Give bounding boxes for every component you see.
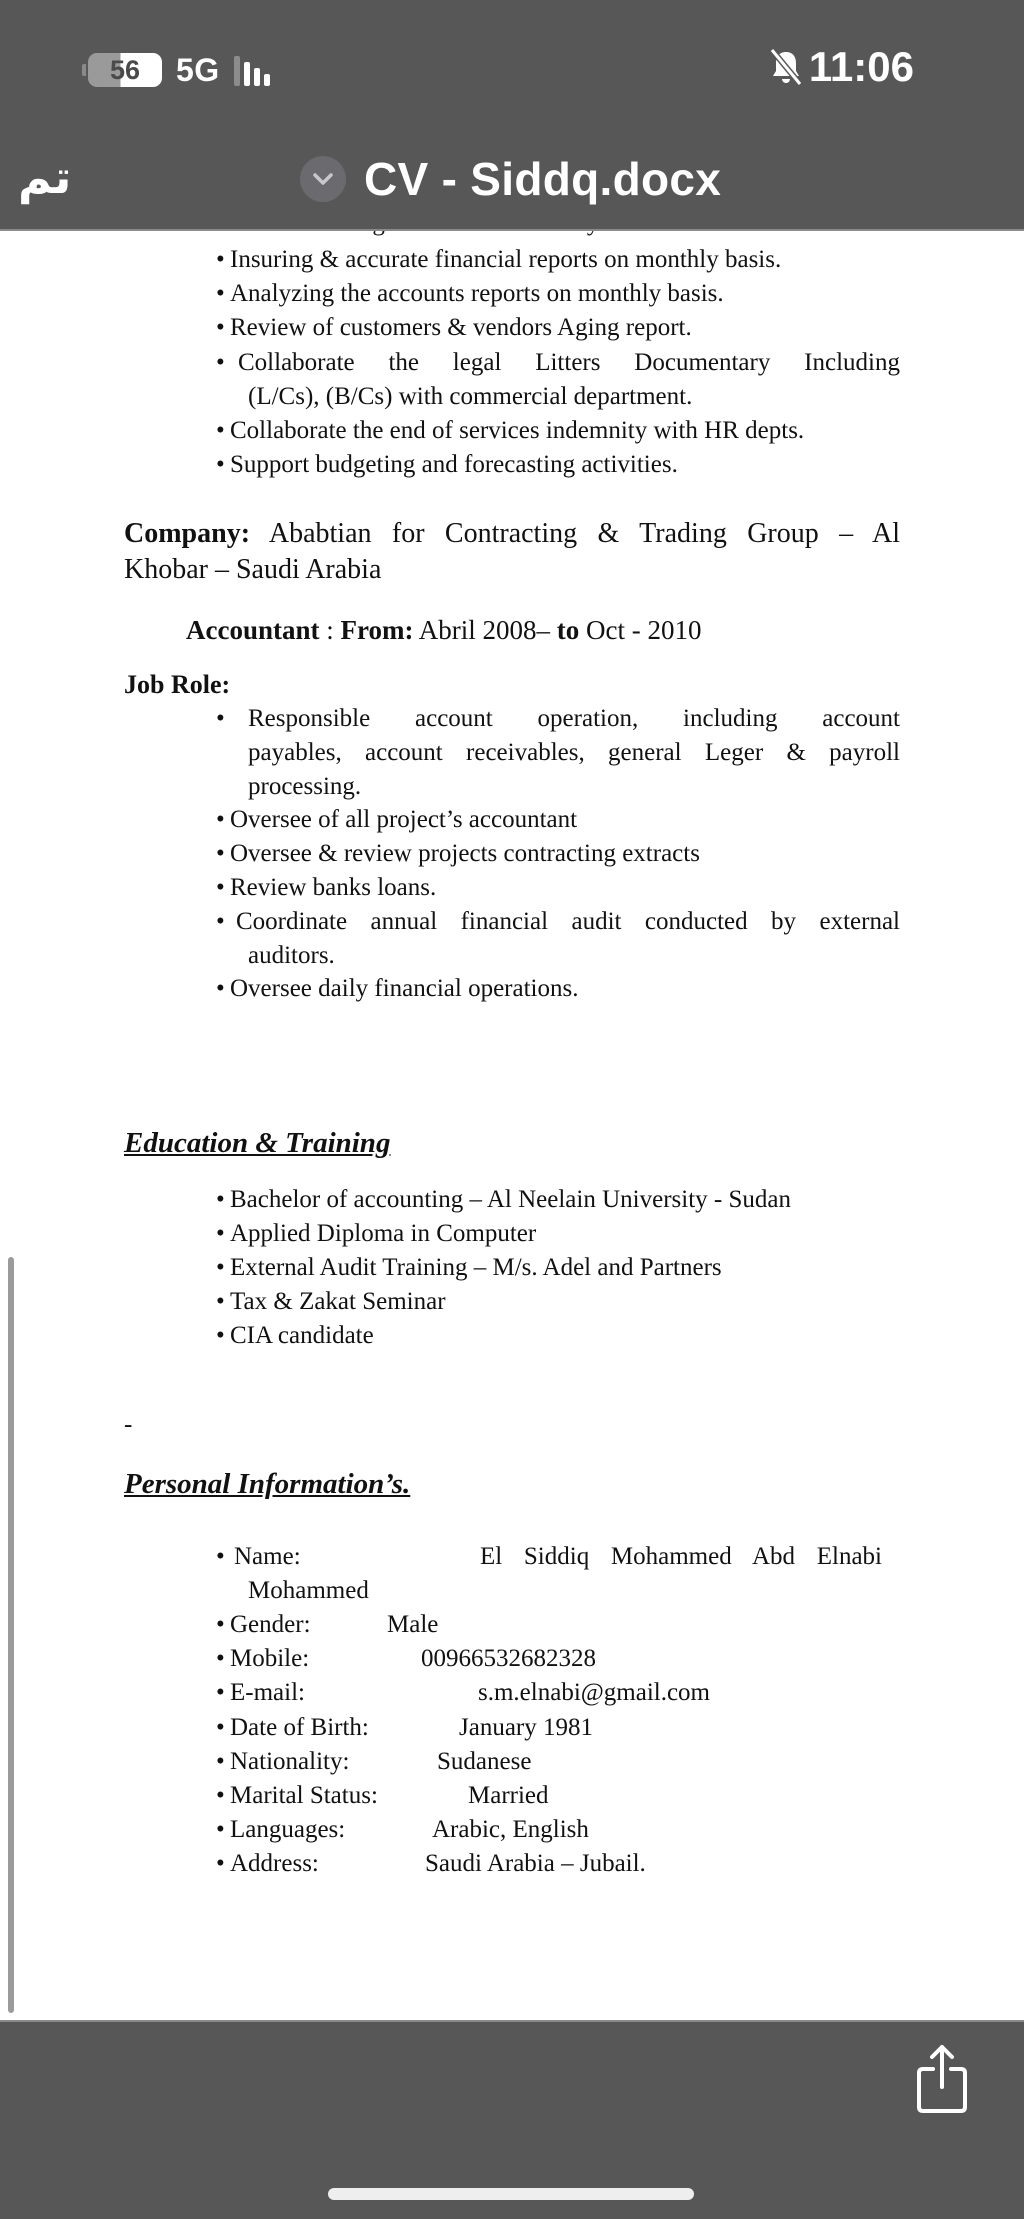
personal-field-marital-status: • Marital Status: — [216, 1782, 378, 1809]
field-label: E-mail: — [230, 1679, 305, 1706]
home-indicator[interactable] — [328, 2188, 694, 2200]
field-label: Languages: — [230, 1816, 346, 1843]
position-title: Accountant — [186, 615, 320, 645]
field-value: El Siddiq Mohammed Abd Elnabi — [480, 1543, 882, 1570]
field-label: Gender: — [230, 1611, 311, 1638]
battery-percent: 56 — [109, 54, 141, 85]
field-value: Male — [387, 1611, 439, 1638]
bullet-item: • Collaborate the legal Litters Documentary Including — [216, 349, 900, 376]
education-item: • Tax & Zakat Seminar — [216, 1288, 446, 1315]
field-value-continuation: Mohammed — [248, 1577, 369, 1604]
company-location: Khobar – Saudi Arabia — [124, 554, 382, 585]
education-item: • Bachelor of accounting – Al Neelain University - Sudan — [216, 1186, 791, 1213]
position-line — [186, 613, 702, 647]
personal-field-dob: • Date of Birth: — [216, 1714, 369, 1741]
personal-info-heading: Personal Information’s. — [124, 1468, 411, 1500]
field-value: Sudanese — [437, 1748, 532, 1775]
education-item: • CIA candidate — [216, 1322, 374, 1349]
personal-field-email: • E-mail: — [216, 1679, 305, 1706]
done-button[interactable]: تم — [18, 150, 72, 204]
bullet-item-continuation: auditors. — [248, 942, 335, 969]
stray-dash: - — [124, 1411, 133, 1438]
to-label: to — [556, 615, 580, 645]
job-role-label: Job Role: — [124, 670, 231, 699]
bullet-item: • Support budgeting and forecasting activities. — [216, 451, 678, 478]
title-menu-button[interactable] — [300, 156, 346, 202]
bullet-item: • Analyzing the accounts reports on monthly basis. — [216, 280, 724, 307]
education-item: • Applied Diploma in Computer — [216, 1220, 537, 1247]
from-label: From: — [340, 615, 414, 645]
bell-slash-icon — [769, 48, 803, 86]
clock-time: 11:06 — [808, 43, 914, 90]
bullet-item: • Oversee daily financial operations. — [216, 975, 579, 1002]
status-bar-right — [769, 42, 914, 92]
chevron-down-icon — [312, 172, 334, 186]
share-icon — [912, 2043, 972, 2117]
bullet-item: • Responsible account operation, including account — [216, 705, 900, 732]
personal-field-nationality: • Nationality: — [216, 1748, 350, 1775]
status-bar-left — [88, 50, 270, 90]
bullet-item: • Collaborate the end of services indemnity with HR depts. — [216, 417, 805, 444]
share-button[interactable] — [912, 2043, 972, 2117]
field-value: January 1981 — [459, 1714, 593, 1741]
field-value: Married — [468, 1782, 549, 1809]
bullet-item: • Review of customers & vendors Aging report. — [216, 314, 692, 341]
field-label: Name: — [234, 1543, 301, 1570]
field-value: Arabic, English — [432, 1816, 589, 1843]
education-heading: Education & Training — [124, 1127, 391, 1159]
battery-icon — [88, 53, 162, 87]
bullet-item: • Review banks loans. — [216, 874, 437, 901]
field-label: Nationality: — [230, 1748, 350, 1775]
personal-field-languages: • Languages: — [216, 1816, 346, 1843]
vertical-scrollbar[interactable] — [8, 1257, 14, 2013]
education-item: • External Audit Training – M/s. Adel and Partners — [216, 1254, 722, 1281]
top-navigation-bar — [0, 0, 1024, 231]
bullet-item-continuation: processing. — [248, 773, 362, 800]
document-title-area[interactable] — [300, 148, 721, 210]
company-line — [124, 517, 900, 551]
field-value: s.m.elnabi@gmail.com — [478, 1679, 711, 1706]
personal-field-address: • Address: — [216, 1850, 319, 1877]
bullet-item: • Oversee & review projects contracting extracts — [216, 840, 700, 867]
personal-field-name: • Name: — [216, 1540, 301, 1574]
to-date: Oct - 2010 — [579, 615, 702, 645]
document-title: CV - Siddq.docx — [364, 153, 722, 205]
company-label: Company: — [124, 518, 251, 549]
bullet-item: • Oversee of all project’s accountant — [216, 806, 578, 833]
bullet-item-continuation: (L/Cs), (B/Cs) with commercial department. — [248, 383, 693, 410]
bullet-item-continuation: payables, account receivables, general Leger & payroll — [248, 739, 900, 766]
field-value: Saudi Arabia – Jubail. — [425, 1850, 646, 1877]
separator: : — [319, 615, 341, 645]
personal-field-gender: • Gender: — [216, 1611, 311, 1638]
personal-field-mobile: • Mobile: — [216, 1645, 310, 1672]
field-label: Marital Status: — [230, 1782, 378, 1809]
bullet-item: • Insuring & accurate financial reports on monthly basis. — [216, 246, 782, 273]
field-value: 00966532682328 — [421, 1645, 596, 1672]
field-label: Date of Birth: — [230, 1714, 369, 1741]
company-name: Ababtian for Contracting & Trading Group – Al — [268, 518, 900, 549]
field-label: Address: — [230, 1850, 319, 1877]
field-label: Mobile: — [230, 1645, 310, 1672]
signal-strength-icon — [234, 54, 270, 86]
bullet-item: • Coordinate annual financial audit conducted by external — [216, 908, 900, 935]
network-type: 5G — [176, 51, 220, 88]
from-date: Abril 2008– — [413, 615, 557, 645]
